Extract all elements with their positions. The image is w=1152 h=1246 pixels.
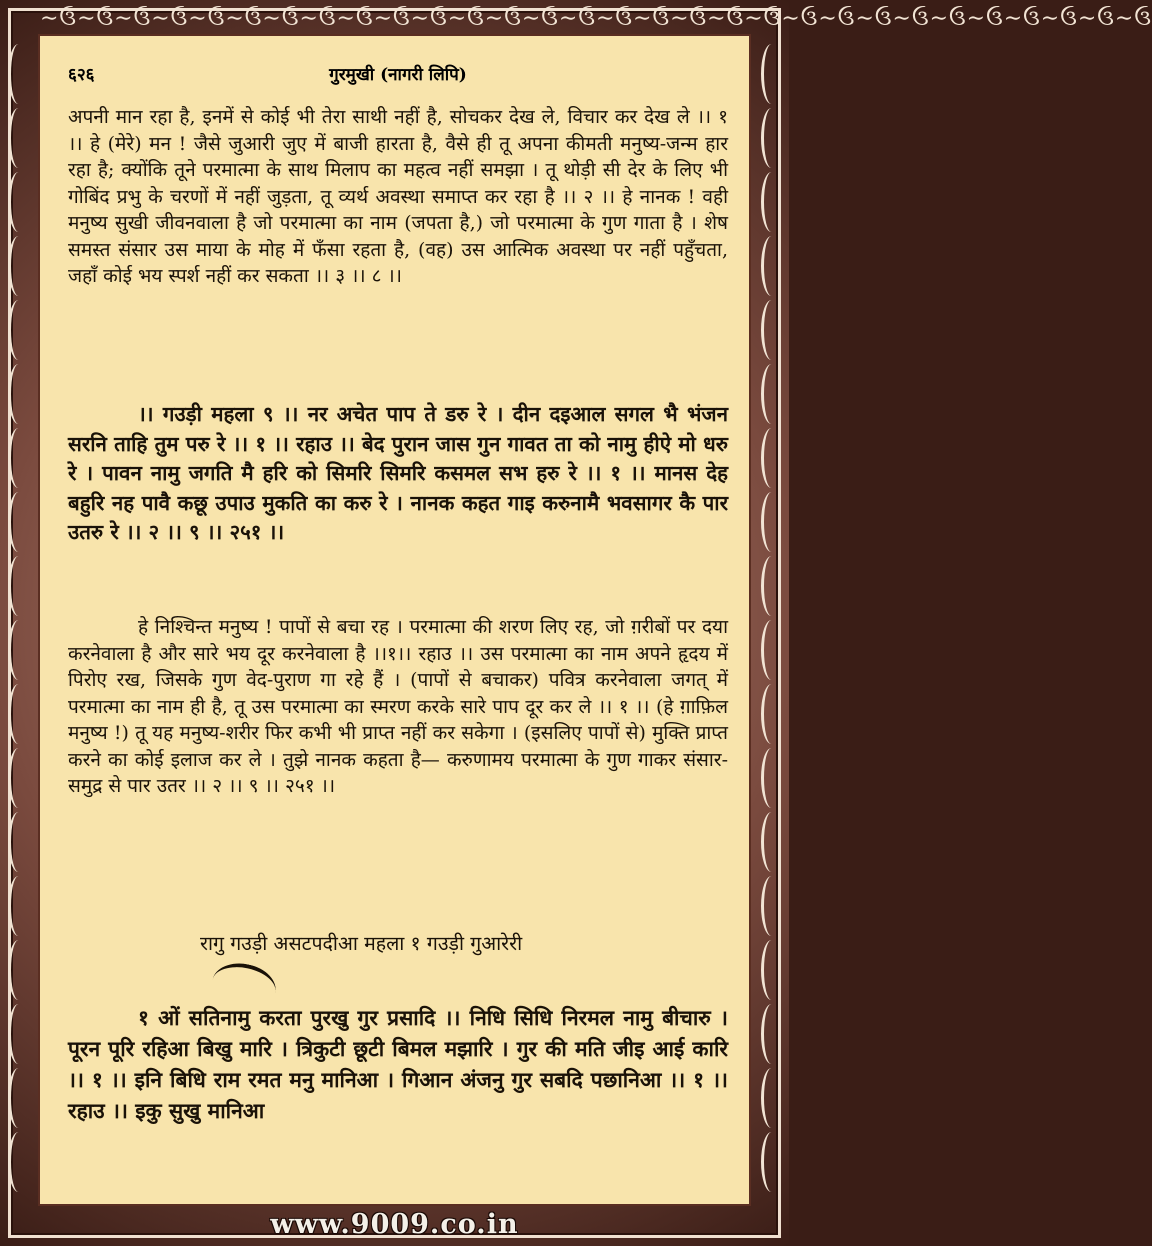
raag-heading: रागु गउड़ी असटपदीआ महला १ गउड़ी गुआरेरी xyxy=(200,932,523,955)
left-scroll-ornament xyxy=(6,40,30,1200)
top-scroll-ornament: ∼ઉ∼ઉ∼ઉ∼ઉ∼ઉ∼ઉ∼ઉ∼ઉ∼ઉ∼ઉ∼ઉ∼ઉ∼ઉ∼ઉ∼ઉ∼ઉ∼ઉ∼ઉ∼ઉ∼ઉ∼ઉ∼ઉ∼ઉ∼ઉ∼ઉ∼ઉ∼ઉ∼ઉ∼ઉ∼ઉ xyxy=(40,6,1152,31)
commentary-block-1 xyxy=(68,104,728,290)
bottom-footer xyxy=(40,1208,749,1242)
right-scroll-ornament xyxy=(759,40,783,1200)
commentary-paragraph: हे निश्चिन्त मनुष्य ! पापों से बचा रह । परमात्मा की शरण लिए रह, जो ग़रीबों पर दया करनेवाला है और सारे भय दूर करनेवाला है ।।१।। रहाउ ।। उस परमात्मा का नाम अपने हृदय में पिरोए रख, जिसके गुण वेद-पुराण गा रहे हैं । (पापों से बचाकर) पवित्र करनेवाला जगत् में परमात्मा का नाम ही है, तू उस परमात्मा का स्मरण करके सारे पाप दूर कर ले ।। १ ।। (हे ग़ाफ़िल मनुष्य !) तू यह मनुष्य-शरीर फिर कभी भी प्राप्त नहीं कर सकेगा । (इसलिए पापों से) मुक्ति प्राप्त करने का कोई इलाज कर ले । तुझे नानक कहता है— करुणामय परमात्मा के गुण गाकर संसार-समुद्र से पार उतर ।। २ ।। ९ ।। २५१ ।। xyxy=(68,616,728,797)
page-number: ६२६ xyxy=(68,65,95,85)
shabad-block xyxy=(68,400,728,548)
ashtapadi-verse: १ ओं सतिनामु करता पुरखु गुर प्रसादि ।। निधि सिधि निरमल नामु बीचारु । पूरन पूरि रहिआ बिखु मारि । त्रिकुटी छूटी बिमल मझारि । गुर की मति जीइ आई कारि ।। १ ।। इनि बिधि राम रमत मनु मानिआ । गिआन अंजनु गुर सबदि पछानिआ ।। १ ।। रहाउ ।। इकु सुखु मानिआ xyxy=(68,1005,728,1123)
shabad-verse: ।। गउड़ी महला ९ ।। नर अचेत पाप ते डरु रे । दीन दइआल सगल भै भंजन सरनि ताहि तुम परु रे ।। १ ।। रहाउ ।। बेद पुरान जास गुन गावत ता को नामु हीऐ मो धरु रे । पावन नामु जगति मै हरि को सिमरि सिमरि कसमल सभ हरु रे ।। १ ।। मानस देह बहुरि नह पावै कछू उपाउ मुकति का करु रे । नानक कहत गाइ करुनामै भवसागर कै पार उतरु रे ।। २ ।। ९ ।। २५१ ।। xyxy=(68,402,728,544)
book-page xyxy=(38,34,751,1206)
commentary-paragraph: अपनी मान रहा है, इनमें से कोई भी तेरा साथी नहीं है, सोचकर देख ले, विचार कर देख ले ।। १ ।। हे (मेरे) मन ! जैसे जुआरी जुए में बाजी हारता है, वैसे ही तू अपना कीमती मनुष्य-जन्म हार रहा है; क्योंकि तूने परमात्मा के साथ मिलाप का महत्व नहीं समझा । तू थोड़ी सी देर के लिए भी गोबिंद प्रभु के चरणों में नहीं जुड़ता, तू व्यर्थ अवस्था समाप्त कर रहा है ।। २ ।। हे नानक ! वही मनुष्य सुखी जीवनवाला है जो परमात्मा का नाम (जपता है,) जो परमात्मा के गुण गाता है । शेष समस्त संसार उस माया के मोह में फँसा रहता है, (वह) उस आत्मिक अवस्था पर नहीं पहुँचता, जहाँ कोई भय स्पर्श नहीं कर सकता ।। ३ ।। ८ ।। xyxy=(68,106,728,287)
page-title: गुरमुखी (नागरी लिपि) xyxy=(329,65,467,85)
ashtapadi-block xyxy=(68,1002,728,1126)
commentary-block-2 xyxy=(68,614,728,800)
footer-url-link[interactable]: www.9009.co.in xyxy=(270,1209,519,1240)
